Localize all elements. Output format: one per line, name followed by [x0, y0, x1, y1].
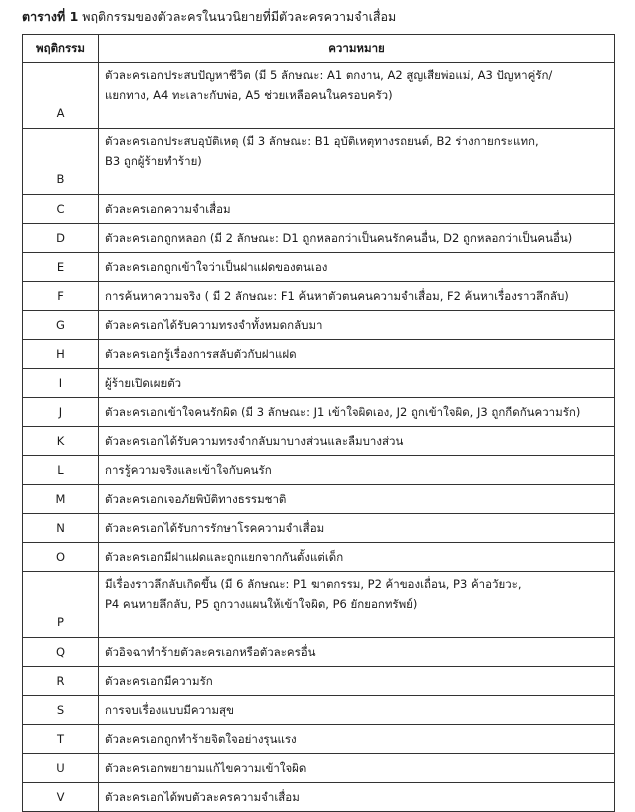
table-caption-label: ตารางที่ 1 [22, 9, 79, 24]
meaning-line: ตัวละครเอกเจอภัยพิบัติทางธรรมชาติ [105, 492, 287, 506]
meaning-cell [99, 427, 615, 456]
meaning-line: การค้นหาความจริง ( มี 2 ลักษณะ: F1 ค้นหาตัวตนคนความจำเสื่อม, F2 ค้นหาเรื่องราวลึกลับ) [105, 289, 569, 303]
table-row [23, 456, 615, 485]
meaning-line: ตัวละครเอกประสบปัญหาชีวิต (มี 5 ลักษณะ: A1 ตกงาน, A2 สูญเสียพ่อแม่, A3 ปัญหาคู่รัก/ [105, 68, 553, 82]
meaning-line: ตัวละครเอกรู้เรื่องการสลับตัวกับฝาแฝด [105, 347, 297, 361]
meaning-cell [99, 696, 615, 725]
table-caption [22, 8, 396, 26]
table-row [23, 725, 615, 754]
table-row [23, 543, 615, 572]
meaning-line: ตัวละครเอกได้รับความทรงจำกลับมาบางส่วนและลืมบางส่วน [105, 434, 404, 448]
meaning-line: ตัวละครเอกพยายามแก้ไขความเข้าใจผิด [105, 761, 307, 775]
behavior-code-cell: T [23, 725, 99, 754]
meaning-line: ตัวละครเอกถูกหลอก (มี 2 ลักษณะ: D1 ถูกหลอกว่าเป็นคนรักคนอื่น, D2 ถูกหลอกว่าเป็นคนอื่น) [105, 231, 573, 245]
table-row [23, 667, 615, 696]
meaning-cell [99, 638, 615, 667]
meaning-cell [99, 754, 615, 783]
behavior-code-cell: R [23, 667, 99, 696]
table-row [23, 514, 615, 543]
meaning-line: การรู้ความจริงและเข้าใจกับคนรัก [105, 463, 272, 477]
behavior-code-cell: H [23, 340, 99, 369]
meaning-line: ผู้ร้ายเปิดเผยตัว [105, 376, 182, 390]
behavior-code-cell: V [23, 783, 99, 812]
behavior-code-cell: G [23, 311, 99, 340]
meaning-line: ตัวละครเอกความจำเสื่อม [105, 202, 231, 216]
column-header-behavior: พฤติกรรม [23, 35, 99, 63]
table-header-row [23, 35, 615, 63]
behavior-code-cell: A [23, 63, 99, 129]
meaning-cell [99, 369, 615, 398]
table-row [23, 427, 615, 456]
meaning-line: ตัวละครเอกมีความรัก [105, 674, 213, 688]
meaning-cell [99, 195, 615, 224]
table-caption-text: พฤติกรรมของตัวละครในนวนิยายที่มีตัวละครความจำเสื่อม [82, 9, 397, 24]
behavior-code-cell: E [23, 253, 99, 282]
behavior-table [22, 34, 615, 812]
behavior-code-cell: O [23, 543, 99, 572]
table-row [23, 369, 615, 398]
behavior-code-cell: J [23, 398, 99, 427]
table-row [23, 224, 615, 253]
behavior-code-cell: D [23, 224, 99, 253]
table-row [23, 311, 615, 340]
meaning-cell [99, 783, 615, 812]
table-row [23, 638, 615, 667]
meaning-line: ตัวละครเอกประสบอุบัติเหตุ (มี 3 ลักษณะ: B1 อุบัติเหตุทางรถยนต์, B2 ร่างกายกระแทก, [105, 134, 539, 148]
meaning-line: ตัวละครเอกมีฝาแฝดและถูกแยกจากกันตั้งแต่เด็ก [105, 550, 344, 564]
meaning-line: ตัวละครเอกได้รับความทรงจำทั้งหมดกลับมา [105, 318, 323, 332]
behavior-code-cell: L [23, 456, 99, 485]
meaning-cell [99, 311, 615, 340]
meaning-cell [99, 253, 615, 282]
table-row [23, 195, 615, 224]
meaning-line: ตัวละครเอกถูกเข้าใจว่าเป็นฝาแฝดของตนเอง [105, 260, 328, 274]
meaning-line: P4 คนหายลึกลับ, P5 ถูกวางแผนให้เข้าใจผิด, P6 ยักยอกทรัพย์) [105, 597, 418, 611]
meaning-line: ตัวละครเอกเข้าใจคนรักผิด (มี 3 ลักษณะ: J1 เข้าใจผิดเอง, J2 ถูกเข้าใจผิด, J3 ถูกกีดกันความรัก) [105, 405, 581, 419]
behavior-code-cell: B [23, 129, 99, 195]
column-header-meaning: ความหมาย [99, 35, 615, 63]
meaning-line: B3 ถูกผู้ร้ายทำร้าย) [105, 154, 202, 168]
table-row [23, 754, 615, 783]
table-row [23, 696, 615, 725]
table-row [23, 398, 615, 427]
table-row [23, 572, 615, 638]
table-row [23, 282, 615, 311]
table-row [23, 129, 615, 195]
meaning-cell [99, 725, 615, 754]
behavior-code-cell: I [23, 369, 99, 398]
meaning-cell [99, 543, 615, 572]
behavior-code-cell: N [23, 514, 99, 543]
table-row [23, 340, 615, 369]
table-row [23, 783, 615, 812]
meaning-cell [99, 224, 615, 253]
meaning-line: แยกทาง, A4 ทะเลาะกับพ่อ, A5 ช่วยเหลือคนในครอบครัว) [105, 88, 393, 102]
behavior-code-cell: M [23, 485, 99, 514]
meaning-cell [99, 667, 615, 696]
meaning-cell [99, 282, 615, 311]
meaning-cell [99, 63, 615, 129]
table-row [23, 63, 615, 129]
meaning-cell [99, 398, 615, 427]
meaning-line: ตัวละครเอกถูกทำร้ายจิตใจอย่างรุนแรง [105, 732, 297, 746]
meaning-line: ตัวละครเอกได้พบตัวละครความจำเสื่อม [105, 790, 300, 804]
table-row [23, 253, 615, 282]
behavior-code-cell: C [23, 195, 99, 224]
meaning-cell [99, 485, 615, 514]
meaning-cell [99, 572, 615, 638]
meaning-line: ตัวอิจฉาทำร้ายตัวละครเอกหรือตัวละครอื่น [105, 645, 316, 659]
meaning-line: การจบเรื่องแบบมีความสุข [105, 703, 234, 717]
meaning-cell [99, 514, 615, 543]
behavior-code-cell: K [23, 427, 99, 456]
table-body [23, 63, 615, 812]
meaning-cell [99, 456, 615, 485]
meaning-cell [99, 129, 615, 195]
table-row [23, 485, 615, 514]
behavior-code-cell: Q [23, 638, 99, 667]
behavior-code-cell: F [23, 282, 99, 311]
meaning-line: ตัวละครเอกได้รับการรักษาโรคความจำเสื่อม [105, 521, 325, 535]
behavior-code-cell: P [23, 572, 99, 638]
behavior-code-cell: S [23, 696, 99, 725]
behavior-code-cell: U [23, 754, 99, 783]
meaning-cell [99, 340, 615, 369]
meaning-line: มีเรื่องราวลึกลับเกิดขึ้น (มี 6 ลักษณะ: P1 ฆาตกรรม, P2 ค้าของเถื่อน, P3 ค้าอวัยวะ, [105, 577, 522, 591]
